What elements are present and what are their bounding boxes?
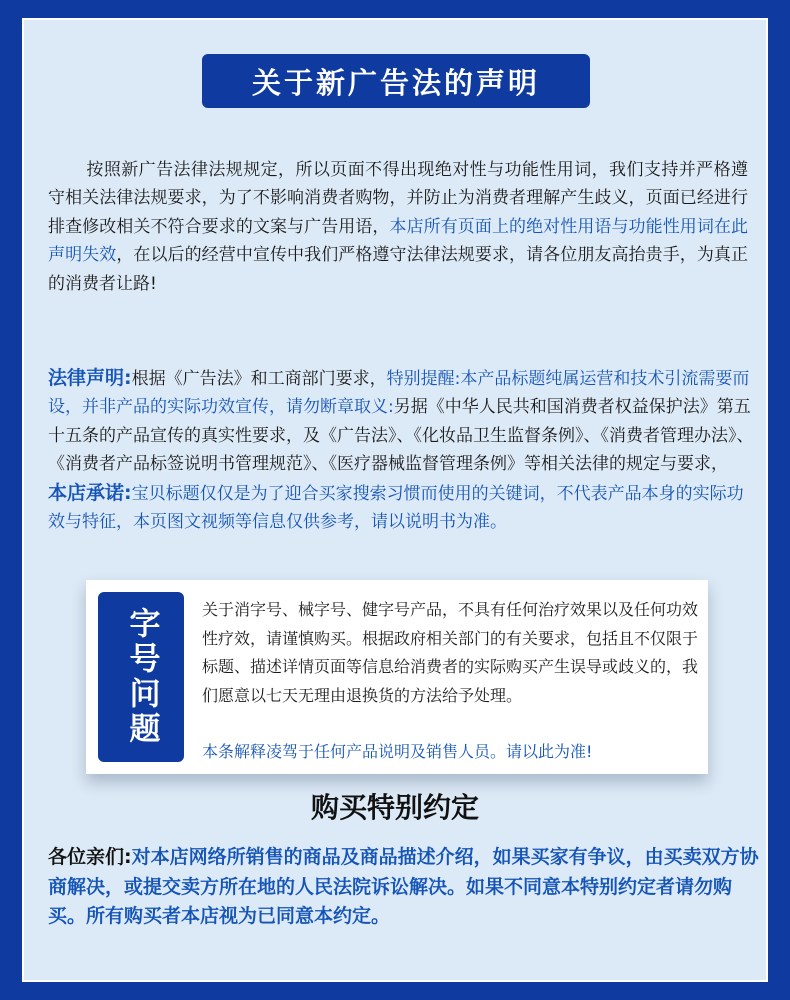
legal-heading: 法律声明: [48, 367, 132, 389]
license-notice-card [86, 580, 708, 774]
intro-paragraph [48, 156, 748, 298]
promise-heading: 本店承诺: [48, 481, 132, 504]
agreement-paragraph [48, 843, 760, 932]
license-badge [98, 592, 184, 762]
license-badge-text: 字号问题 [123, 607, 160, 747]
agreement-lead: 各位亲们: [48, 846, 132, 868]
legal-reminder: 特别提醒:本产品标题纯属运营和技术引流需要而设，并非产品的实际功效宣传，请勿断章取义: [48, 369, 750, 418]
agreement-title: 购买特别约定 [310, 791, 479, 824]
legal-text-c: 另据《中华人民共和国消费者权益保护法》第五十五条的产品宣传的真实性要求，及《广告法》、《化妆品卫生监督条例》、《消费者管理办法》、《消费者产品标签说明书管理规范》、《医疗器械监督管理条例》等相关法律的规定与要求， [48, 397, 754, 475]
intro-highlight: 本店所有页面上的绝对性用语与功能性用词在此声明失效 [48, 216, 748, 266]
promise-text: 宝贝标题仅仅是为了迎合买家搜索习惯而使用的关键词，不代表产品本身的实际功效与特征，本页图文视频等信息仅供参考，请以说明书为准。 [48, 483, 744, 533]
intro-text-c: ，在以后的经营中宣传中我们严格遵守法律法规要求，请各位朋友高抬贵手，为真正的消费者让路! [48, 245, 749, 294]
license-notice-note: 本条解释凌驾于任何产品说明及销售人员。请以此为准! [202, 742, 593, 761]
page-title [202, 54, 590, 108]
intro-text-a: 按照新广告法律法规规定，所以页面不得出现绝对性与功能性用词，我们支持并严格遵守相关法律法规要求，为了不影响消费者购物，并防止为消费者理解产生歧义，页面已经进行排查修改相关不符合要求的文案与广告用语， [48, 160, 748, 237]
page-title-text: 关于新广告法的声明 [251, 65, 540, 100]
license-notice-text: 关于消字号、械字号、健字号产品，不具有任何治疗效果以及任何功效性疗效，请谨慎购买。根据政府相关部门的有关要求，包括且不仅限于标题、描述详情页面等信息给消费者的实际购买产生误导或歧义的，我们愿意以七天无理由退换货的方法给予处理。 [202, 600, 699, 705]
legal-statement [48, 364, 754, 536]
agreement-text: 对本店网络所销售的商品及商品描述介绍，如果买家有争议，由买卖双方协商解决，或提交卖方所在地的人民法院诉讼解决。如果不同意本特别约定者请勿购买。所有购买者本店视为已同意本约定。 [48, 846, 759, 928]
legal-text-a: 根据《广告法》和工商部门要求， [131, 369, 387, 389]
